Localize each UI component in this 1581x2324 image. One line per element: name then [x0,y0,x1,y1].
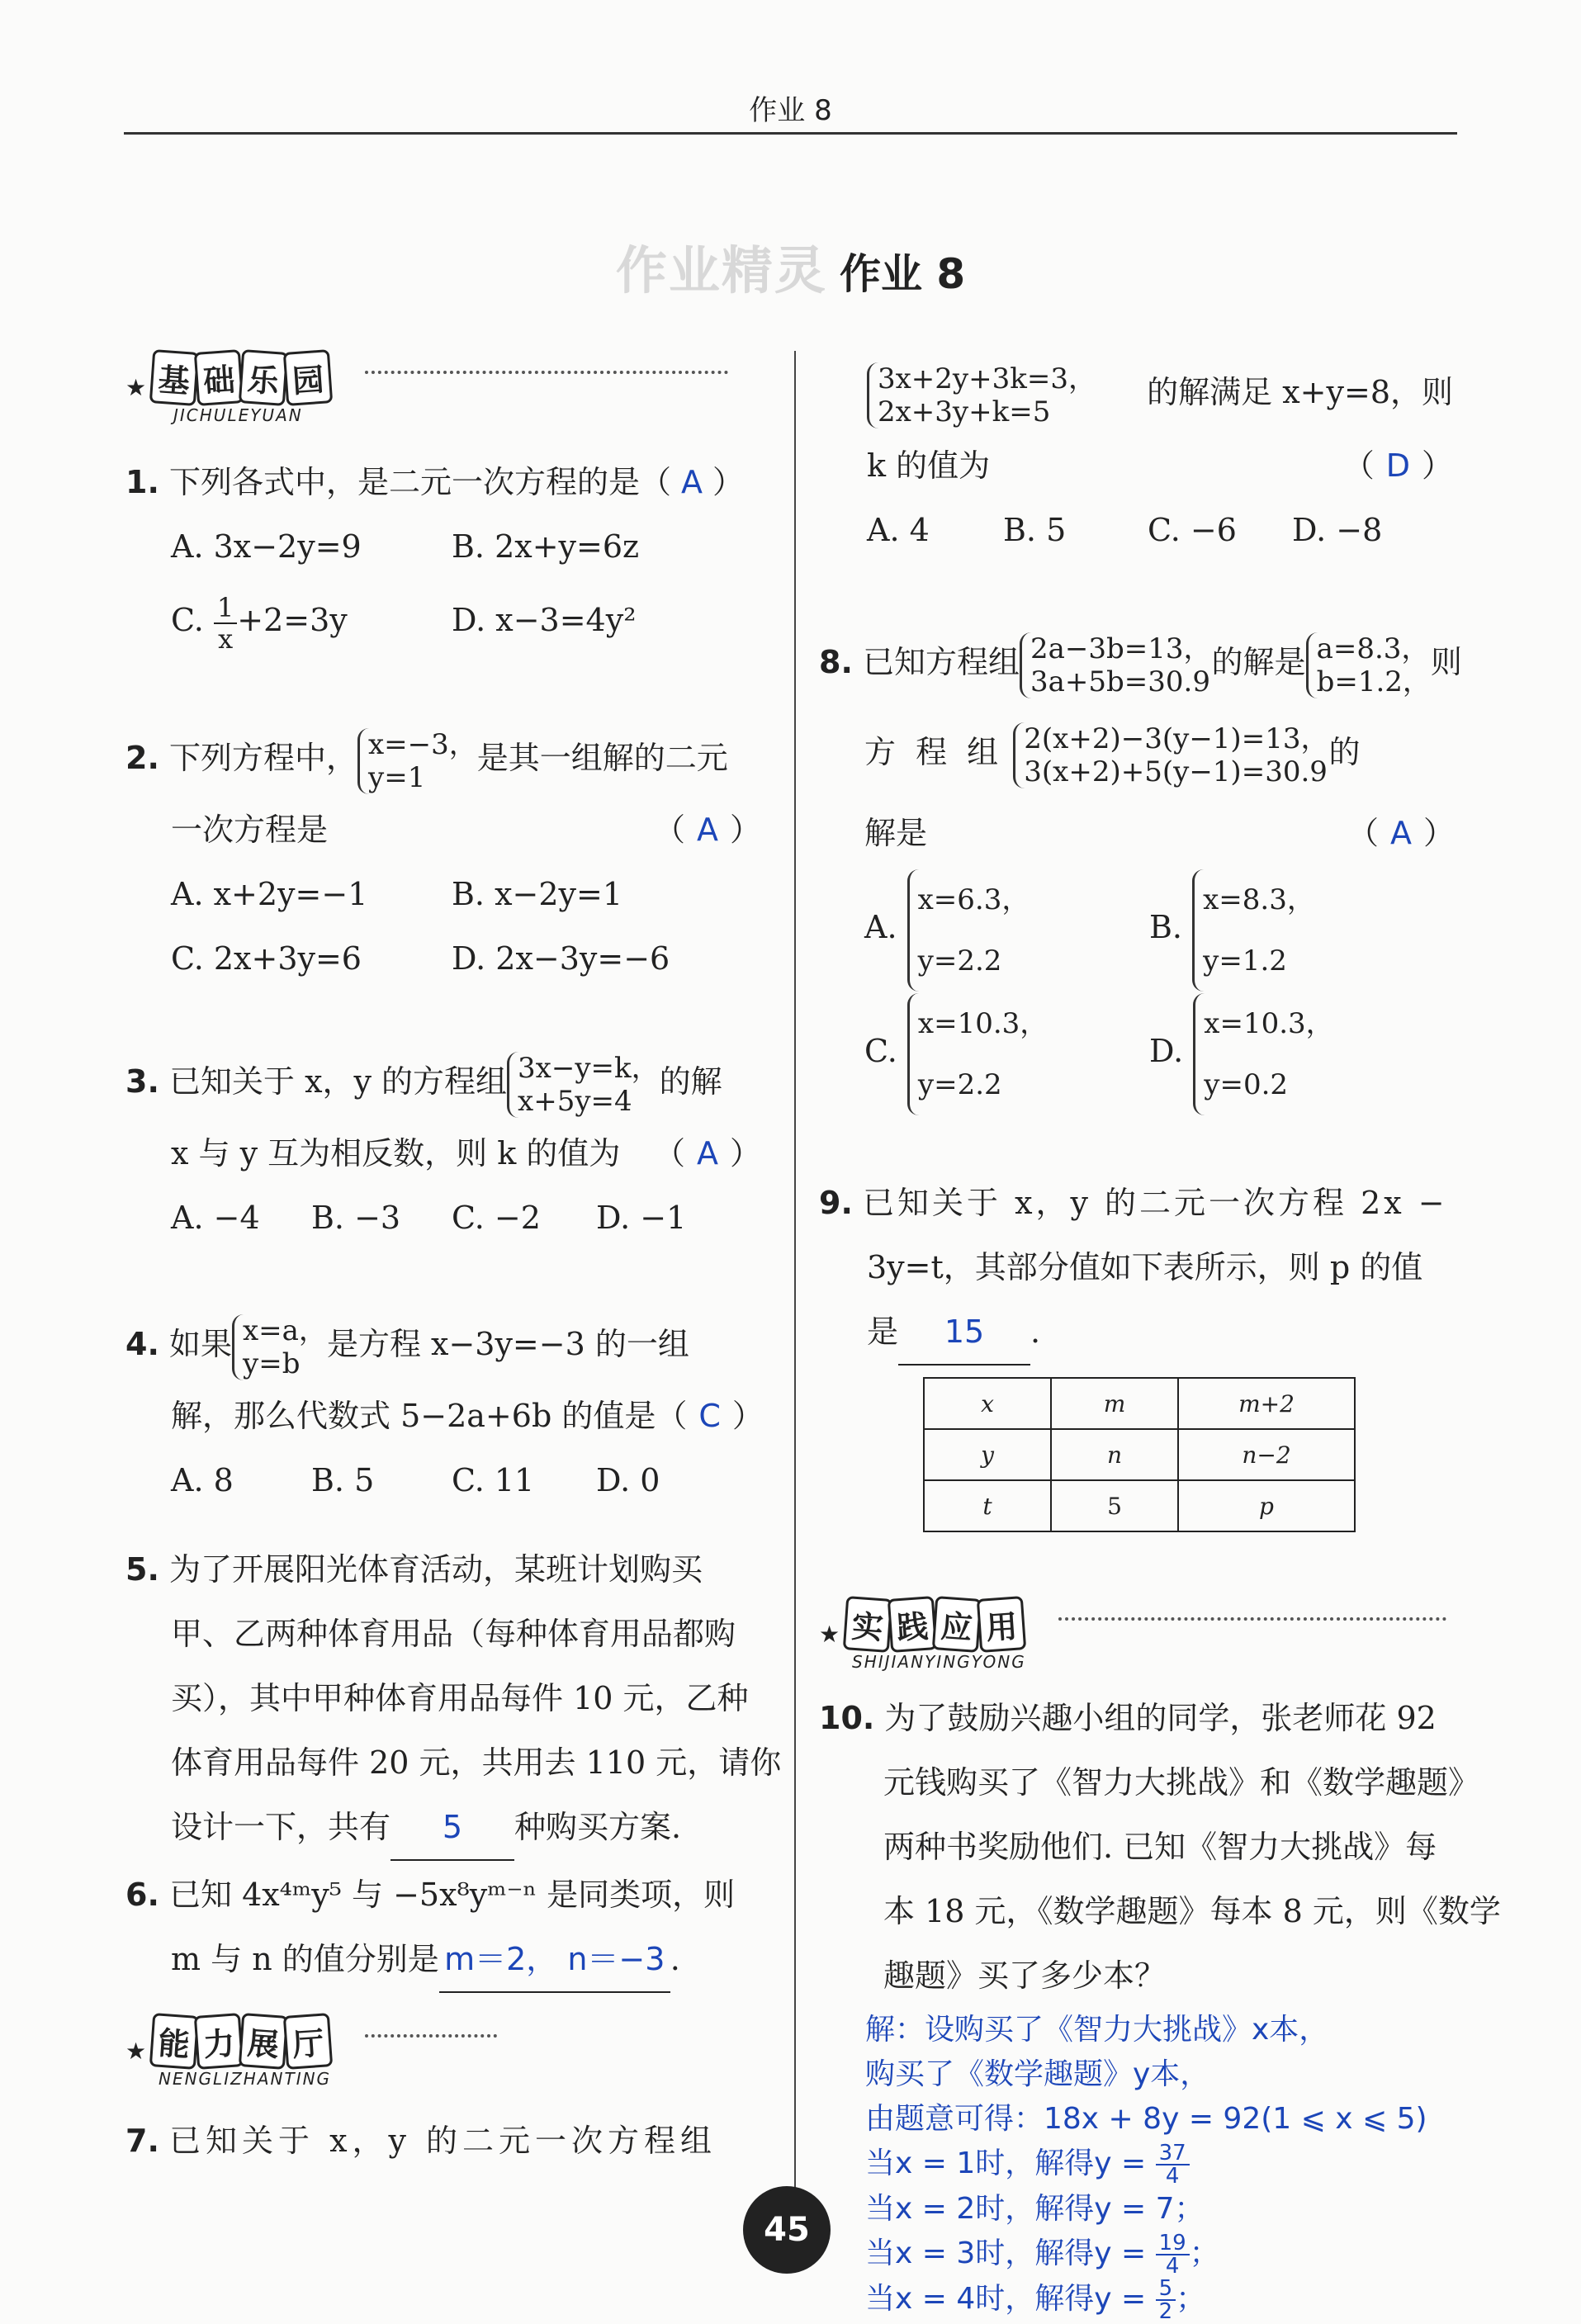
fraction [214,593,237,654]
question-3: 3. 已知关于 x，y 的方程组 3x−y=k， x+5y=4 的解 x 与 y 互为相反数，则 k 的值为 （ A ） A. −4 B. −3 C. −2 D. −1 [125,1042,769,1250]
bracket: ） [731,1398,764,1434]
option-label: D. [1149,1033,1184,1069]
solution-text: ； [1189,2236,1219,2270]
question-text: 为了鼓励兴趣小组的同学，张老师花 92 [884,1700,1437,1736]
question-stem: 下列方程中， [168,740,357,776]
question-number: 8. [819,644,853,680]
option-b: B. 5 [311,1462,375,1498]
numerator: 19 [1156,2232,1190,2255]
option-label: B. [1149,909,1183,945]
answer: m＝2， n＝−3 [439,1927,670,1993]
equation-system [1013,722,1328,788]
answer: A [696,812,718,848]
question-text: 体育用品每件 20 元，共用去 110 元，请你 [171,1744,782,1781]
question-number: 1. [125,464,159,500]
solution-system [1306,632,1431,698]
running-title: 作业 8 [749,94,832,127]
question-number: 10. [819,1700,875,1736]
section-char: 础 [194,349,244,406]
question-number: 5. [125,1551,159,1588]
column-divider [794,351,796,2192]
option-d: D. 0 [596,1462,660,1498]
question-text: 设计一下，共有 [171,1809,391,1845]
equation: 2x+3y+k=5 [878,395,1051,428]
question-text: k 的值为 [867,447,991,484]
question-text: 趣题》买了多少本？ [883,1957,1167,1994]
question-text: 已知关于 x，y 的二元一次方程组 [168,2123,717,2159]
question-stem: 的解 [659,1063,722,1100]
question-number: 2. [125,740,159,776]
equation: 2a−3b=13， [1030,632,1212,665]
star-icon: ★ [125,374,147,401]
answer: C [698,1398,721,1434]
equation: y=1.2 [1203,944,1287,977]
section-char: 乐 [239,349,288,406]
table-cell: 5 [1051,1480,1178,1531]
section-char: 践 [888,1596,937,1653]
question-text: 为了开展阳光体育活动，某班计划购买 [168,1551,703,1588]
option-c [864,989,1149,1115]
solution-text: 当x = 4时，解得y = [865,2282,1147,2316]
dotted-rule [1058,1617,1446,1621]
option-a: A. 4 [867,512,930,548]
solution-text: ； [1176,2282,1206,2316]
answer: 15 [898,1299,1030,1366]
option-c [171,579,452,661]
question-6 [125,1863,769,1993]
question-stem: x 与 y 互为相反数，则 k 的值为 [171,1135,621,1171]
option-a: A. x+2y=−1 [171,876,368,912]
question-stem: 是其一组解的二元 [476,740,728,776]
option-b [1149,883,1315,977]
table-cell: t [924,1480,1051,1531]
section-char: 厅 [283,2013,333,2070]
equation: y=2.2 [917,1067,1002,1101]
solution-line [865,2232,1493,2277]
equation-system [357,728,477,794]
running-header [124,89,1457,135]
option-c: C. 11 [452,1462,535,1498]
equation: x=10.3， [917,1006,1048,1040]
solution-line [865,2142,1493,2187]
option-d: D. x−3=4y² [452,602,637,638]
section-jichuleyuan [125,351,769,442]
table-row [924,1480,1355,1531]
question-text: 元钱购买了《智力大挑战》和《数学趣题》 [883,1764,1480,1801]
option-c: C. −2 [452,1200,541,1236]
star-icon: ★ [819,1621,840,1648]
equation: x=10.3， [1204,1006,1334,1040]
question-text: 已知关于 x，y 的二元一次方程 2x − [862,1185,1448,1221]
option-a: A. 3x−2y=9 [171,528,362,565]
question-text: 的解满足 x+y=8，则 [1147,374,1453,410]
answer: 5 [391,1795,514,1861]
option-b: B. 5 [1003,512,1067,548]
section-char: 用 [977,1596,1026,1653]
numerator: 5 [1156,2278,1176,2301]
page-number: 45 [743,2186,831,2274]
solution-line: 购买了《数学趣题》y本， [865,2057,1210,2091]
equation-system [907,869,1030,992]
equation: x=8.3， [1203,883,1315,916]
option-label: A. [864,909,897,945]
question-text: 买），其中甲种体育用品每件 10 元，乙种 [171,1680,749,1716]
solution-text: 当x = 3时，解得y = [865,2236,1147,2270]
question-stem: 解，那么代数式 5−2a+6b 的值是（ [171,1398,688,1434]
question-4 [125,1304,769,1512]
page-title [0,230,1581,303]
question-number: 3. [125,1063,159,1100]
star-icon: ★ [125,2038,147,2065]
fraction [1156,2278,1176,2322]
section-char: 园 [283,349,333,406]
question-text: 方 程 组 [864,734,1004,770]
section-nenglizhanting [125,2014,769,2105]
table-cell: m [1051,1378,1178,1429]
option-a: A. 8 [171,1462,234,1498]
question-9 [819,1171,1455,1366]
watermark-logo: 作业精灵 [615,240,827,301]
numerator: 1 [214,593,237,624]
question-text: . [1030,1313,1041,1350]
option-a [864,865,1149,992]
fraction [1156,2142,1190,2187]
option-a: A. −4 [171,1200,260,1236]
question-text: 是 [867,1313,899,1350]
question-text: 两种书奖励他们. 已知《智力大挑战》每 [883,1829,1437,1865]
bracket: ） [712,464,745,500]
table-cell: y [924,1429,1051,1480]
question-text: 的解是 [1211,644,1306,680]
option-label: C. [864,1033,897,1069]
question-text: 本 18 元，《数学趣题》每本 8 元，则《数学 [883,1893,1501,1929]
option-d: D. 2x−3y=−6 [452,940,670,977]
question-text: 种购买方案. [514,1809,682,1845]
question-5 [125,1537,782,1861]
solution [865,2008,1493,2322]
option-b: B. x−2y=1 [452,876,623,912]
equation: 3a+5b=30.9 [1030,665,1210,698]
solution-line [865,2277,1493,2322]
question-text: 已知 4x⁴ᵐy⁵ 与 −5x⁸yᵐ⁻ⁿ 是同类项，则 [168,1877,736,1913]
title-text: 作业 8 [839,250,966,298]
question-stem: 已知关于 x，y 的方程组 [168,1063,508,1100]
question-text: m 与 n 的值分别是 [171,1941,439,1977]
question-2: 2. 下列方程中， x=−3， y=1 是其一组解的二元 一次方程是 （ A ） A. x+2y=−1 B. x−2y=1 C. 2x+3y=6 D. 2x−3y=−6 [125,718,769,991]
question-text: 甲、乙两种体育用品（每种体育用品都购 [171,1616,736,1652]
section-char: 基 [149,349,199,406]
question-number: 9. [819,1185,853,1221]
equation-system [232,1314,327,1380]
equation: x=−3， [368,727,477,761]
option-c: C. −6 [1148,512,1237,548]
equation: x+5y=4 [518,1084,632,1118]
dotted-rule [365,371,728,374]
question-number: 4. [125,1326,159,1362]
equation: a=8.3， [1316,632,1430,665]
values-table [923,1377,1356,1532]
solution-line: 由题意可得：18x + 8y = 92(1 ⩽ x ⩽ 5) [865,2102,1427,2136]
equation-system [907,993,1048,1115]
question-number: 7. [125,2123,159,2159]
section-char: 力 [194,2013,244,2070]
denominator: 4 [1165,2254,1180,2279]
equation: x=a， [243,1313,327,1347]
denominator: 2 [1158,2299,1173,2324]
question-8: 8. 已知方程组 2a−3b=13， 3a+5b=30.9 的解是 a=8.3， b=1.2， 则 方 程 组 2(x+2)−3(y−1)=13， 3(x+2)+5(y−1)=30.9 的 解是 （ A ） A. x=6.3， y=2.2 B. x=8.3， y=1.2 C. x=10.3， y=2.2 D. x=10.3， y=0.2 [819,621,1455,1113]
question-text: 已知方程组 [862,644,1020,680]
question-text: 3y=t，其部分值如下表所示，则 p 的值 [867,1249,1423,1285]
numerator: 37 [1156,2142,1190,2165]
equation: 3x−y=k， [518,1051,660,1085]
section-pinyin: NENGLIZHANTING [159,2069,332,2089]
option-d: D. −8 [1292,512,1383,548]
equation: b=1.2， [1316,665,1431,698]
equation-system [1192,869,1315,992]
table-cell: p [1178,1480,1355,1531]
equation-system [1193,993,1333,1115]
answer: D [1385,447,1410,484]
question-stem: 如果 [168,1326,232,1362]
section-char: 能 [149,2013,199,2070]
equation: y=1 [368,760,426,794]
table-row [924,1429,1355,1480]
table-cell: n−2 [1178,1429,1355,1480]
section-shijianyingyong [819,1597,1455,1688]
question-text: 则 [1430,644,1462,680]
table-row [924,1378,1355,1429]
section-char: 展 [239,2013,288,2070]
dotted-rule [365,2034,497,2038]
table-cell: m+2 [1178,1378,1355,1429]
section-pinyin: JICHULEYUAN [173,405,303,425]
section-char: 实 [843,1596,892,1653]
answer: A [681,464,703,500]
denominator: x [218,622,234,655]
section-char: 应 [932,1596,982,1653]
option-text: +2=3y [237,602,348,638]
table-cell: n [1051,1429,1178,1480]
equation: y=0.2 [1204,1067,1289,1101]
question-1 [125,450,769,661]
equation-system [867,362,1096,428]
question-stem: 一次方程是 [171,812,329,848]
solution-line: 解：设购买了《智力大挑战》x本， [865,2013,1329,2047]
option-d [1149,1006,1334,1101]
answer: A [1389,815,1412,851]
question-7-stem [125,2109,769,2173]
option-c: C. 2x+3y=6 [171,940,362,977]
equation-system [507,1052,660,1118]
equation-system [1020,632,1212,698]
question-text: 解是 [864,815,928,851]
table-cell: x [924,1378,1051,1429]
equation: x=6.3， [917,883,1030,916]
question-text: . [670,1941,680,1977]
fraction [1156,2232,1190,2277]
question-7-cont: 3x+2y+3k=3， 2x+3y+k=5 的解满足 x+y=8，则 k 的值为 （ D ） A. 4 B. 5 C. −6 D. −8 [867,351,1453,562]
question-stem: 是方程 x−3y=−3 的一组 [326,1326,689,1362]
option-b: B. 2x+y=6z [452,528,640,565]
equation: 3x+2y+3k=3， [878,362,1096,395]
answer: A [696,1135,718,1171]
section-pinyin: SHIJIANYINGYONG [852,1652,1026,1672]
option-label: C. [171,602,204,638]
solution-text: 当x = 1时，解得y = [865,2147,1147,2180]
question-number: 6. [125,1877,159,1913]
equation: y=b [243,1347,301,1380]
solution-line: 当x = 2时，解得y = 7； [865,2192,1205,2226]
denominator: 4 [1165,2164,1180,2189]
option-d: D. −1 [596,1200,687,1236]
equation: y=2.2 [917,944,1002,977]
equation: 2(x+2)−3(y−1)=13， [1024,722,1329,755]
option-b: B. −3 [311,1200,401,1236]
equation: 3(x+2)+5(y−1)=30.9 [1024,755,1328,788]
question-text: 的 [1328,734,1361,770]
question-stem: 下列各式中，是二元一次方程的是（ [168,464,671,500]
question-10 [819,1686,1501,2008]
